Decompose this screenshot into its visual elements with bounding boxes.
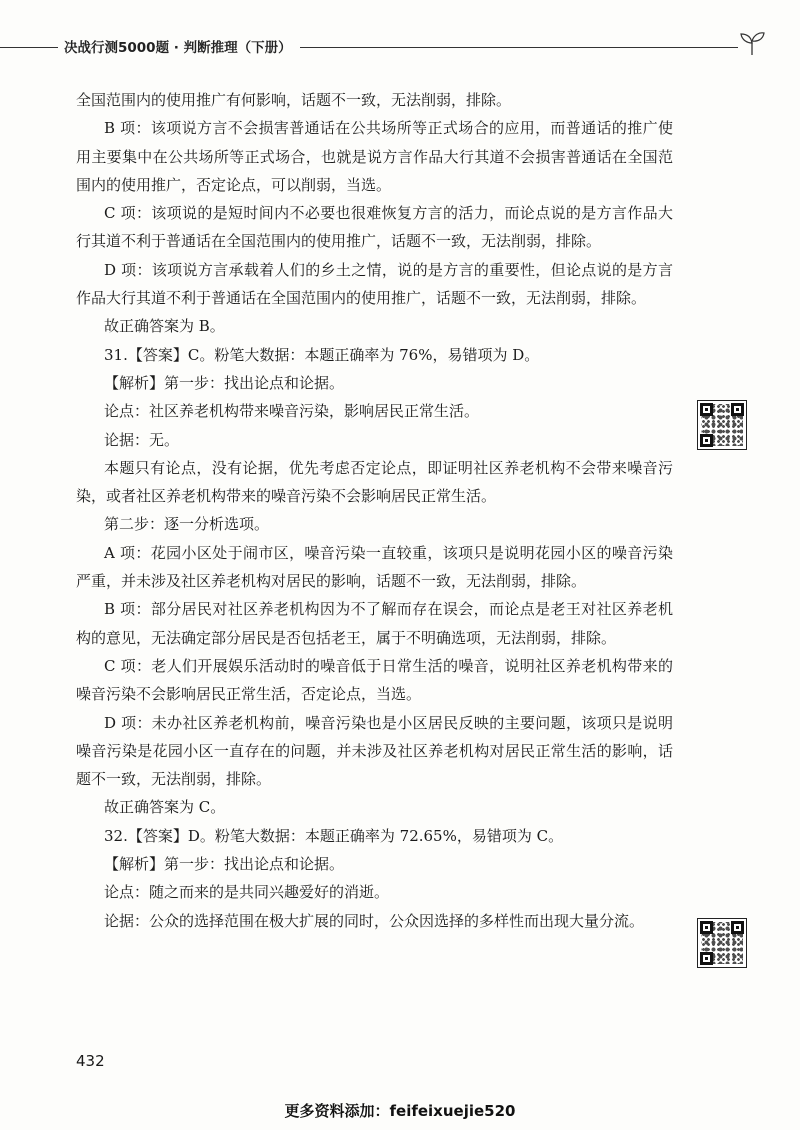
paragraph: D 项：未办社区养老机构前，噪音污染也是小区居民反映的主要问题，该项只是说明噪音污染是花园小区一直存在的问题，并未涉及社区养老机构对居民正常生活的影响，话题不一致，无法削弱，排除。 (76, 713, 673, 789)
paragraph: A 项：花园小区处于闹市区，噪音污染一直较重，该项只是说明花园小区的噪音污染严重，并未涉及社区养老机构对居民的影响，话题不一致，无法削弱，排除。 (76, 543, 673, 591)
paragraph: 论据：公众的选择范围在极大扩展的同时，公众因选择的多样性而出现大量分流。 (104, 911, 645, 930)
paragraph: B 项：该项说方言不会损害普通话在公共场所等正式场合的应用，而普通话的推广使用主要集中在公共场所等正式场合，也就是说方言作品大行其道不会损害普通话在全国范围内的使用推广，否定论点，可以削弱，当选。 (76, 119, 673, 194)
header-title: 决战行测5000题 · 判断推理（下册） (64, 40, 292, 56)
paragraph: D 项：该项说方言承载着人们的乡土之情，说的是方言的重要性，但论点说的是方言作品大行其道不利于普通话在全国范围内的使用推广，话题不一致，无法削弱，排除。 (76, 260, 673, 308)
paragraph: C 项：老人们开展娱乐活动时的噪音低于日常生活的噪音，说明社区养老机构带来的噪音污染不会影响居民正常生活，否定论点，当选。 (76, 656, 673, 704)
paragraph: 第二步：逐一分析选项。 (104, 515, 270, 534)
header-rule-left (0, 47, 58, 48)
sprout-icon (738, 30, 766, 56)
paragraph: C 项：该项说的是短时间内不必要也很难恢复方言的活力，而论点说的是方言作品大行其道不利于普通话在全国范围内的使用推广，话题不一致，无法削弱，排除。 (76, 204, 673, 251)
paragraph: 全国范围内的使用推广有何影响，话题不一致，无法削弱，排除。 (76, 91, 512, 109)
paragraph: 故正确答案为 B。 (104, 317, 225, 336)
running-header (0, 30, 800, 60)
answer-line-31: 31.【答案】C。粉笔大数据：本题正确率为 76%，易错项为 D。 (104, 345, 540, 364)
paragraph: B 项：部分居民对社区养老机构因为不了解而存在误会，而论点是老王对社区养老机构的意见，无法确定部分居民是否包括老王，属于不明确选项，无法削弱，排除。 (76, 600, 673, 647)
body-text (76, 86, 673, 935)
paragraph: 论点：随之而来的是共同兴趣爱好的消逝。 (104, 883, 390, 902)
paragraph: 故正确答案为 C。 (104, 798, 226, 817)
paragraph: 【解析】第一步：找出论点和论据。 (104, 373, 345, 392)
qr-code-icon[interactable] (697, 918, 747, 968)
paragraph: 【解析】第一步：找出论点和论据。 (104, 855, 345, 874)
paragraph: 论点：社区养老机构带来噪音污染，影响居民正常生活。 (104, 402, 480, 421)
paragraph: 本题只有论点，没有论据，优先考虑否定论点，即证明社区养老机构不会带来噪音污染，或者社区养老机构带来的噪音污染不会影响居民正常生活。 (76, 458, 673, 506)
footer-note: 更多资料添加：feifeixuejie520 (284, 1102, 516, 1120)
header-rule-right (300, 47, 738, 48)
page-number: 432 (76, 1052, 105, 1070)
answer-line-32: 32.【答案】D。粉笔大数据：本题正确率为 72.65%，易错项为 C。 (104, 826, 564, 845)
qr-code-icon[interactable] (697, 400, 747, 450)
paragraph: 论据：无。 (104, 430, 180, 449)
